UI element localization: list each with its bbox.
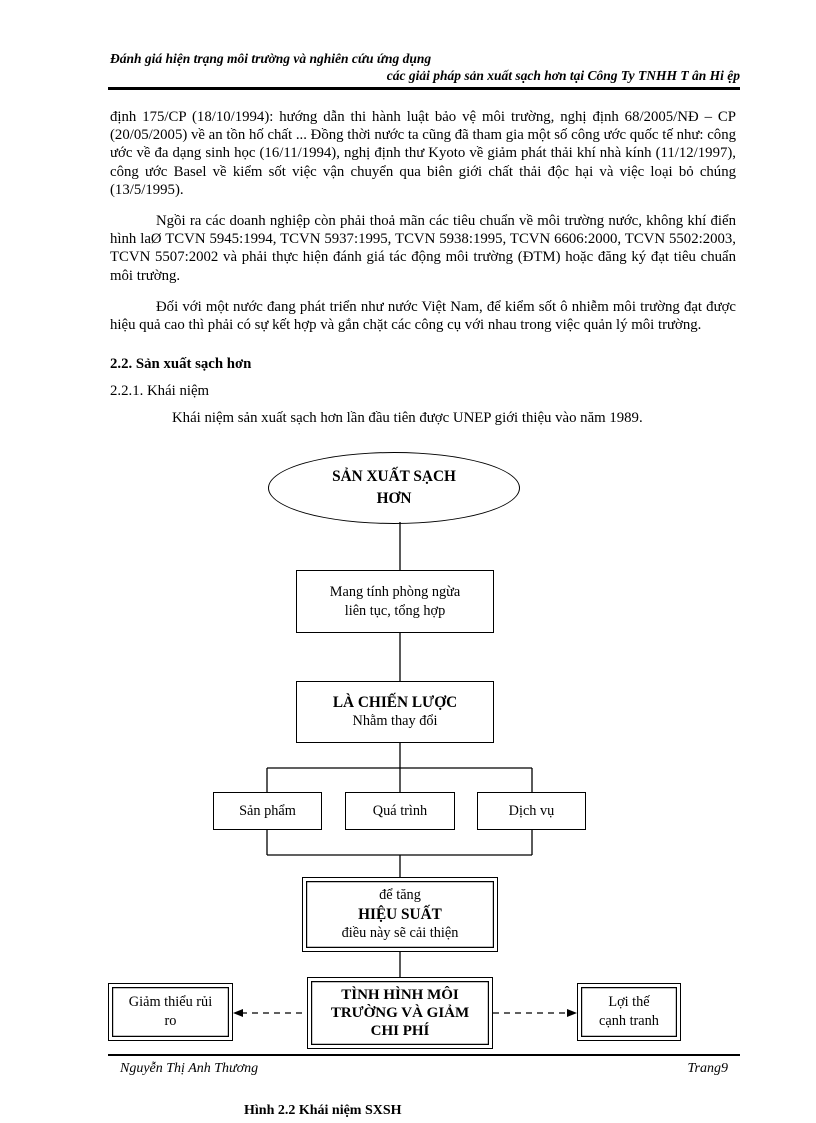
risk-line2: ro bbox=[164, 1013, 177, 1029]
diagram-node-risk bbox=[108, 983, 233, 1041]
diagram-node-efficiency bbox=[302, 877, 498, 952]
diagram-node-prevention bbox=[296, 570, 494, 633]
process-label: Quá trình bbox=[372, 802, 428, 819]
product-label: Sản phẩm bbox=[239, 802, 296, 819]
environment-line3: CHI PHÍ bbox=[370, 1023, 430, 1039]
diagram-node-strategy bbox=[296, 681, 494, 743]
clean-production-line2: HƠN bbox=[376, 490, 412, 507]
header-title-line2: các giải pháp sản xuất sạch hơn tại Công Ty TNHH T ân Hi ệp bbox=[386, 68, 740, 83]
diagram-node-product bbox=[213, 792, 322, 830]
diagram-node-advantage bbox=[577, 983, 681, 1041]
efficiency-line3: điều này sẽ cải thiện bbox=[341, 925, 459, 941]
clean-production-line1: SẢN XUẤT SẠCH bbox=[332, 468, 456, 485]
prevention-line2: liên tục, tổng hợp bbox=[344, 602, 446, 619]
efficiency-line1: để tăng bbox=[379, 887, 421, 903]
paragraph-4: Khái niệm sản xuất sạch hơn lần đầu tiên được UNEP giới thiệu vào năm 1989. bbox=[172, 410, 643, 426]
environment-line1: TÌNH HÌNH MÔI bbox=[341, 987, 459, 1003]
subsection-heading: 2.2.1. Khái niệm bbox=[110, 383, 210, 399]
strategy-title: LÀ CHIẾN LƯỢC bbox=[332, 694, 458, 711]
footer-author: Nguyễn Thị Anh Thương bbox=[120, 1061, 259, 1076]
diagram-node-environment bbox=[307, 977, 493, 1049]
paragraph-2: Ngồi ra các doanh nghiệp còn phải thoả mãn các tiêu chuẩn về môi trường nước, không khí điển hình laØ TCVN 5945:1994, TCVN 5937:1995, TCVN 5938:1995, TCVN 6606:2000, TCVN 5502:2003, TCVN 5507:2002 và phải thực hiện đánh giá tác động môi trường (ĐTM) hoặc đăng ký đạt tiêu chuẩn môi trường. bbox=[110, 213, 736, 284]
footer-page-number: Trang9 bbox=[687, 1061, 728, 1076]
figure-caption: Hình 2.2 Khái niệm SXSH bbox=[244, 1103, 402, 1118]
risk-line1: Giảm thiểu rủi bbox=[128, 994, 213, 1010]
diagram-node-service bbox=[477, 792, 586, 830]
diagram-node-process bbox=[345, 792, 455, 830]
diagram-node-clean-production bbox=[268, 452, 520, 524]
environment-line2: TRƯỜNG VÀ GIẢM bbox=[330, 1005, 470, 1021]
advantage-line2: cạnh tranh bbox=[599, 1013, 659, 1029]
section-heading: 2.2. Sản xuất sạch hơn bbox=[110, 356, 252, 372]
paragraph-1: định 175/CP (18/10/1994): hướng dẫn thi hành luật bảo vệ môi trường, nghị định 68/2005/NĐ – CP (20/05/2005) về an tồn hố chất ... Đồng thời nước ta cũng đã tham gia một số công ước quốc tế như: công ước về đa dạng sinh học (16/11/1994), nghị định thư Kyoto về giảm phát thải khí nhà kính (11/12/1997), công ước Basel về kiểm sốt việc vận chuyển qua biên giới chất thải độc hại và việc loại bỏ chúng (13/5/1995). bbox=[110, 109, 736, 198]
efficiency-title: HIỆU SUẤT bbox=[358, 906, 442, 923]
paragraph-3: Đối với một nước đang phát triển như nước Việt Nam, để kiểm sốt ô nhiễm môi trường đạt được hiệu quả cao thì phải có sự kết hợp và gắn chặt các công cụ với nhau trong việc quản lý môi trường. bbox=[110, 298, 736, 334]
strategy-subtitle: Nhằm thay đổi bbox=[352, 713, 438, 729]
service-label: Dịch vụ bbox=[508, 802, 555, 819]
header-title-line1: Đánh giá hiện trạng môi trường và nghiên cứu ứng dụng bbox=[110, 51, 432, 66]
advantage-line1: Lợi thế bbox=[608, 994, 650, 1010]
prevention-line1: Mang tính phòng ngừa bbox=[329, 583, 461, 600]
